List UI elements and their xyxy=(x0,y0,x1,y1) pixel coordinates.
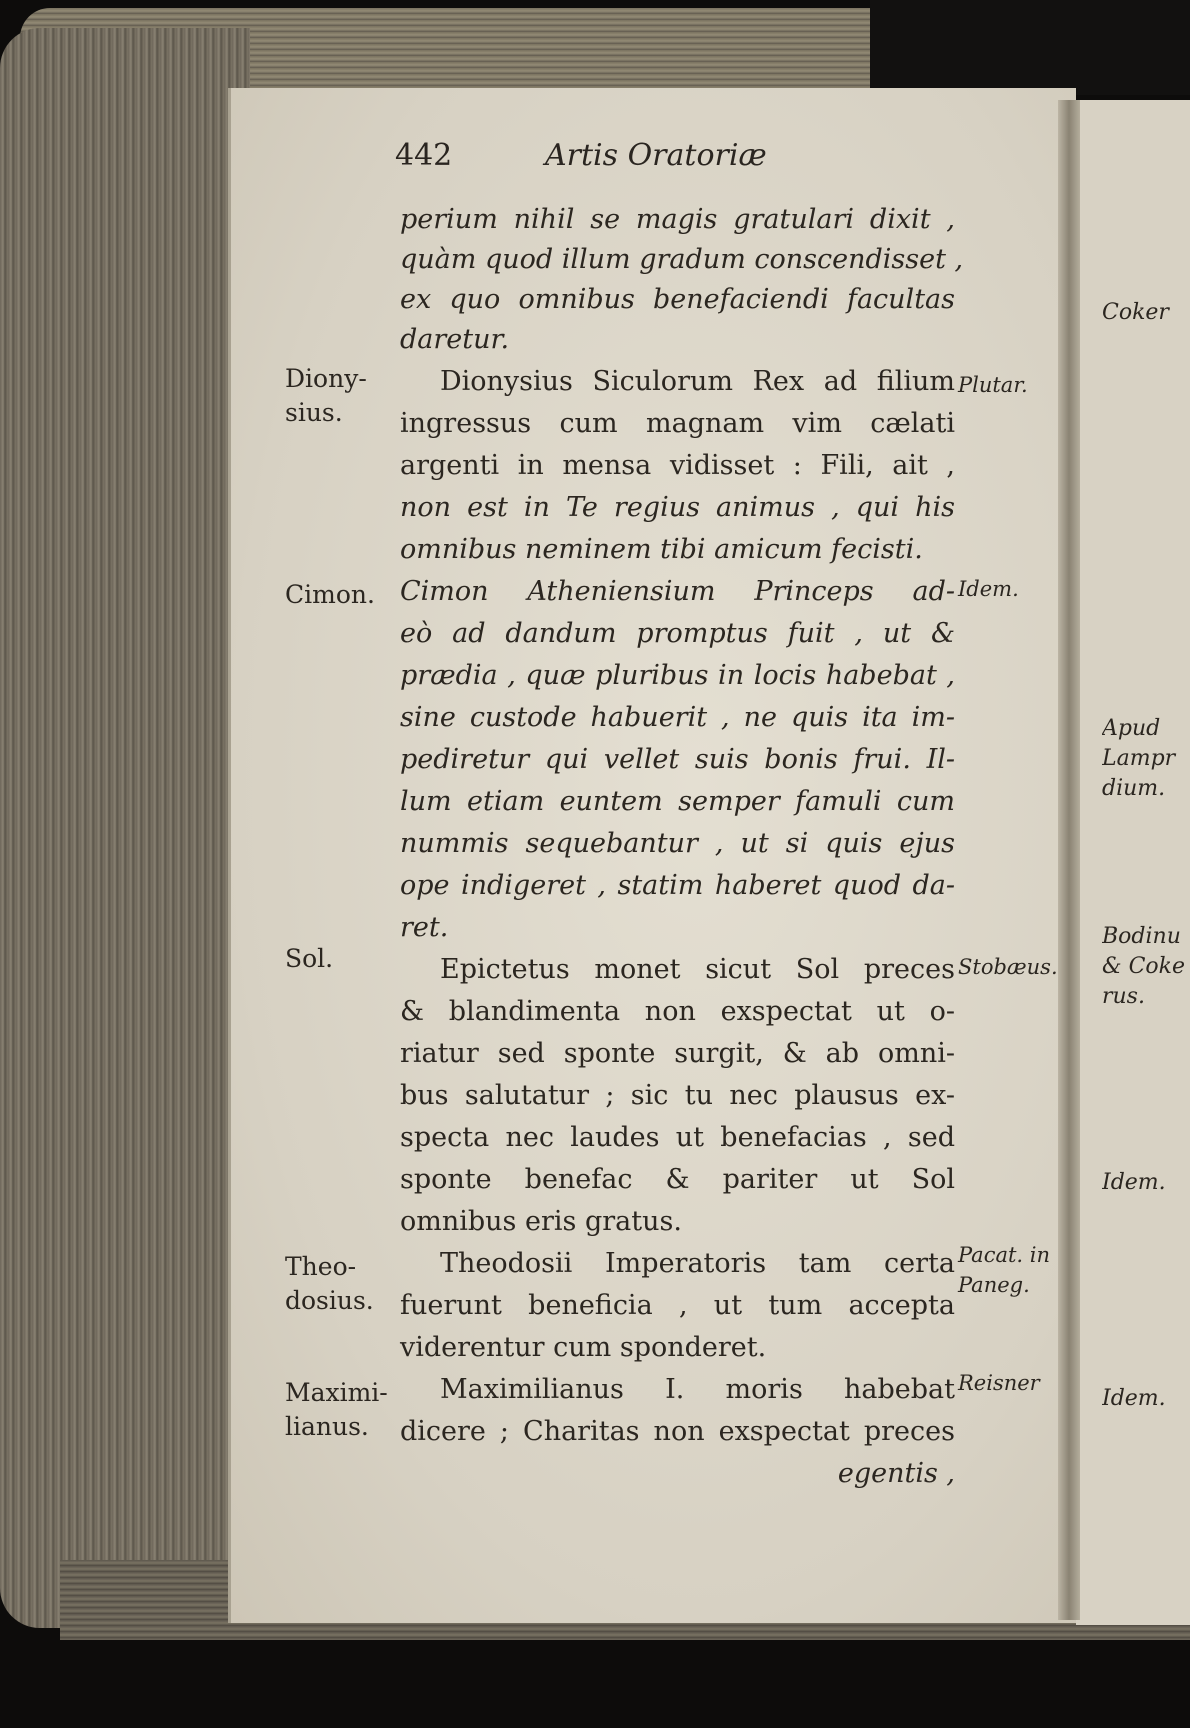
text-line: daretur. xyxy=(400,324,510,355)
text-line: fuerunt beneficia , ut tum accepta xyxy=(400,1290,955,1321)
text-line: viderentur cum sponderet. xyxy=(400,1332,767,1363)
margin-note: Paneg. xyxy=(958,1273,1030,1297)
margin-note: Idem. xyxy=(1102,1386,1166,1411)
text-line: ope indigeret , statim haberet quod da- xyxy=(400,870,955,901)
text-line: lum etiam euntem semper famuli cum xyxy=(400,786,955,817)
text-line: prædia , quæ pluribus in locis habebat , xyxy=(400,660,955,691)
book-gutter xyxy=(1058,100,1080,1620)
margin-note: Plutar. xyxy=(958,373,1028,397)
margin-note: Lampr xyxy=(1102,746,1176,771)
text-line: ex quo omnibus benefaciendi facultas xyxy=(400,284,955,315)
text-line: nummis sequebantur , ut si quis ejus xyxy=(400,828,955,859)
margin-note: Idem. xyxy=(958,577,1019,601)
margin-note: & Coke xyxy=(1102,954,1186,979)
text-line: riatur sed sponte surgit, & ab omni- xyxy=(400,1038,955,1069)
page-header xyxy=(395,138,955,188)
text-line: ret. xyxy=(400,912,449,943)
margin-note: Sol. xyxy=(285,944,334,973)
text-line: omnibus eris gratus. xyxy=(400,1206,682,1237)
background-corner xyxy=(870,0,1190,95)
text-line: Dionysius Siculorum Rex ad filium xyxy=(440,366,955,397)
text-line: Maximilianus I. moris habebat xyxy=(440,1374,955,1405)
text-line: ingressus cum magnam vim cælati xyxy=(400,408,955,439)
text-line: omnibus neminem tibi amicum fecisti. xyxy=(400,534,923,565)
text-line: sponte benefac & pariter ut Sol xyxy=(400,1164,955,1195)
text-line: argenti in mensa vidisset : Fili, ait , xyxy=(400,450,955,481)
text-line: bus salutatur ; sic tu nec plausus ex- xyxy=(400,1080,955,1111)
text-line: non est in Te regius animus , qui his xyxy=(400,492,955,523)
margin-note: Idem. xyxy=(1102,1170,1166,1195)
text-line: Epictetus monet sicut Sol preces xyxy=(440,954,955,985)
text-line: sine custode habuerit , ne quis ita im- xyxy=(400,702,955,733)
text-line: eò ad dandum promptus fuit , ut & xyxy=(400,618,955,649)
margin-note: Maximi- xyxy=(285,1378,388,1407)
margin-note: Theo- xyxy=(285,1252,357,1281)
margin-note: Apud xyxy=(1102,716,1161,741)
margin-note: dosius. xyxy=(285,1286,374,1315)
margin-note: Stobæus. xyxy=(958,955,1058,979)
margin-note: dium. xyxy=(1102,776,1166,801)
margin-note: Reisner xyxy=(958,1371,1040,1395)
text-line: egentis , xyxy=(837,1458,955,1489)
text-line: dicere ; Charitas non exspectat preces xyxy=(400,1416,955,1447)
text-line: pediretur qui vellet suis bonis frui. Il- xyxy=(400,744,955,775)
text-line: perium nihil se magis gratulari dixit , xyxy=(400,204,955,235)
margin-note: Pacat. in xyxy=(958,1243,1051,1267)
text-line: specta nec laudes ut benefacias , sed xyxy=(400,1122,955,1153)
text-line: Theodosii Imperatoris tam certa xyxy=(440,1248,955,1279)
text-line: Cimon Atheniensium Princeps ad- xyxy=(400,576,955,607)
margin-note: rus. xyxy=(1102,984,1145,1009)
margin-note: Coker xyxy=(1102,300,1169,325)
margin-note: sius. xyxy=(285,398,343,427)
margin-note: Diony- xyxy=(285,364,367,393)
text-line: quàm quod illum gradum conscendisset , xyxy=(400,244,964,275)
page-edges-left xyxy=(0,28,250,1628)
page-number: 442 xyxy=(395,138,453,173)
margin-note: Cimon. xyxy=(285,580,375,609)
running-title: Artis Oratoriæ xyxy=(545,138,767,173)
margin-note: Bodinu xyxy=(1102,924,1181,949)
margin-note: lianus. xyxy=(285,1412,369,1441)
text-line: & blandimenta non exspectat ut o- xyxy=(400,996,955,1027)
